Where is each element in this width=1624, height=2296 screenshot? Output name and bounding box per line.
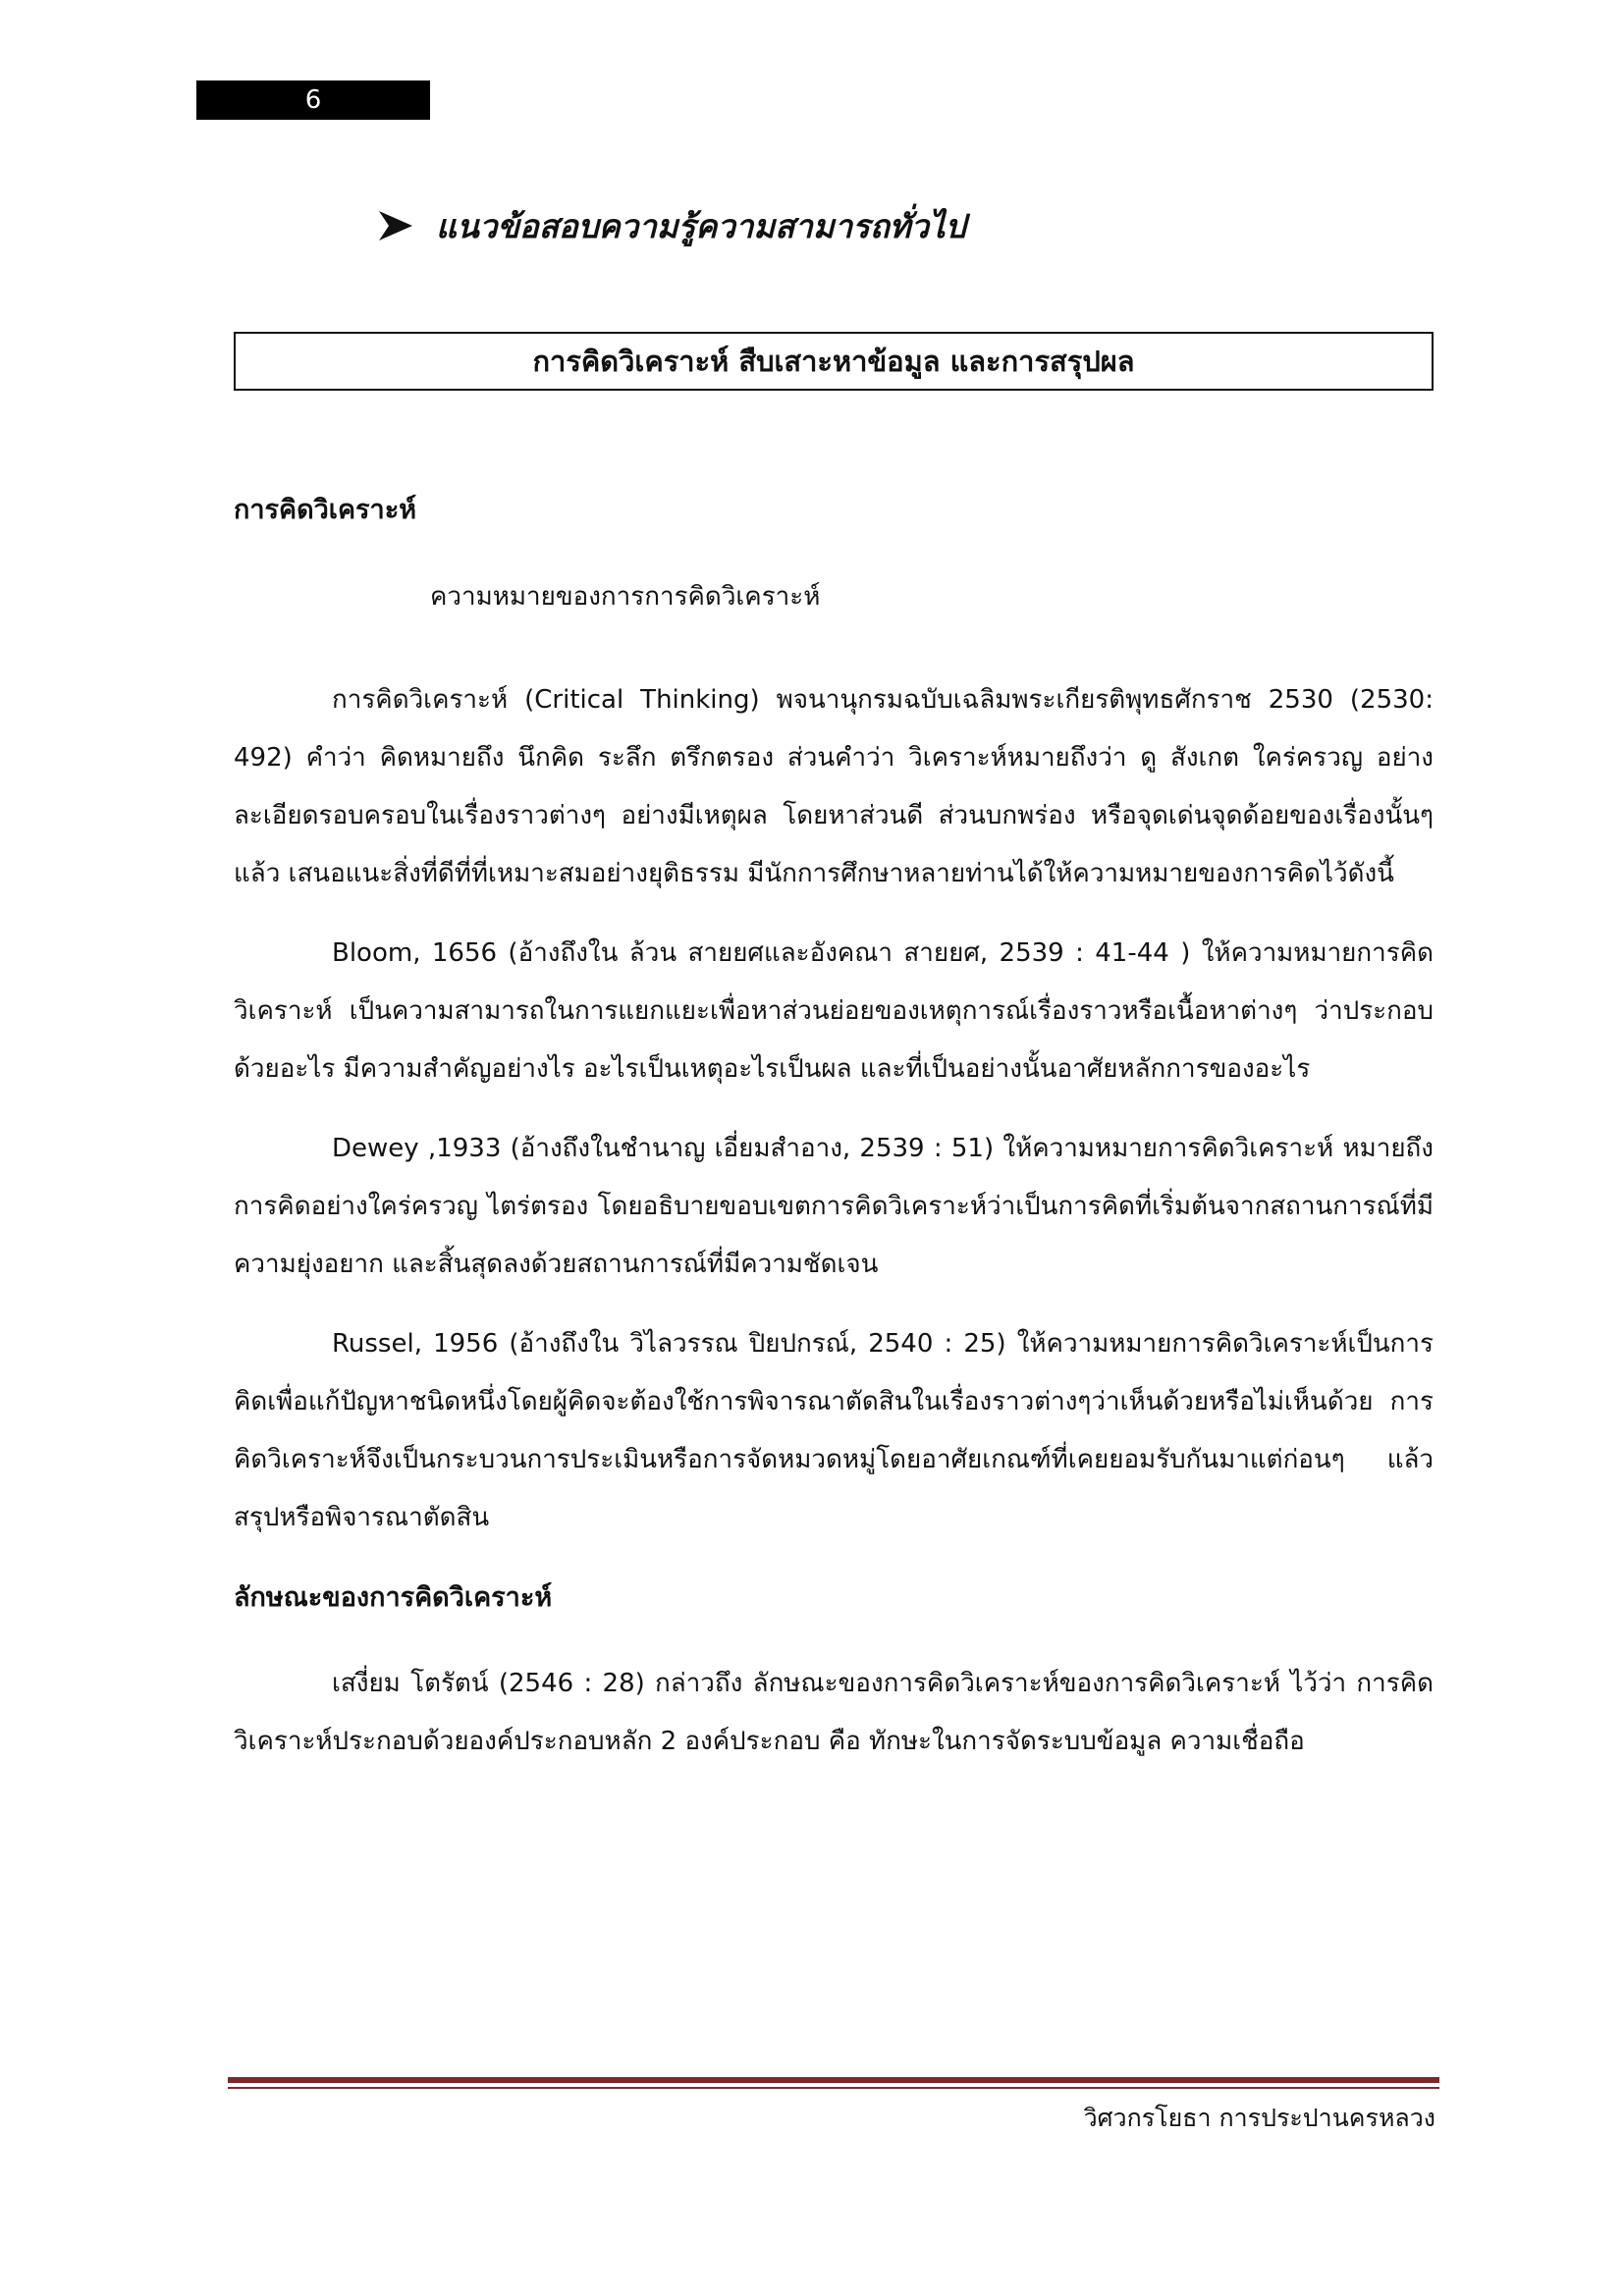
paragraph: Russel, 1956 (อ้างถึงใน วิไลวรรณ ปิยปกรณ์, 2540 : 25) ให้ความหมายการคิดวิเคราะห์เป็นการคิดเพื่อแก้ปัญหาชนิดหนึ่งโดยผู้คิดจะต้องใช้การพิจารณาตัดสินในเรื่องราวต่างๆว่าเห็นด้วยหรือไม่เห็นด้วย การคิดวิเคราะห์จึงเป็นกระบวนการประเมินหรือการจัดหมวดหมู่โดยอาศัยเกณฑ์ที่เคยยอมรับกันมาแต่ก่อนๆ แล้วสรุปหรือพิจารณาตัดสิน [234, 1329, 1434, 1532]
footer-rule-thin [228, 2087, 1439, 2089]
page-number-bar [196, 80, 430, 120]
subheading-definition: ความหมายของการการคิดวิเคราะห์ [430, 582, 821, 612]
footer-rule [228, 2077, 1439, 2083]
paragraph: Bloom, 1656 (อ้างถึงใน ล้วน สายยศและอังคณา สายยศ, 2539 : 41-44 ) ให้ความหมายการคิดวิเคราะห์ เป็นความสามารถในการแยกแยะเพื่อหาส่วนย่อยของเหตุการณ์เรื่องราวหรือเนื้อหาต่างๆ ว่าประกอบด้วยอะไร มีความสำคัญอย่างไร อะไรเป็นเหตุอะไรเป็นผล และที่เป็นอย่างนั้นอาศัยหลักการของอะไร [234, 938, 1434, 1084]
paragraph: Dewey ,1933 (อ้างถึงในชำนาญ เอี่ยมสำอาง, 2539 : 51) ให้ความหมายการคิดวิเคราะห์ หมายถึง การคิดอย่างใคร่ครวญ ไตร่ตรอง โดยอธิบายขอบเขตการคิดวิเคราะห์ว่าเป็นการคิดที่เริ่มต้นจากสถานการณ์ที่มีความยุ่งอยาก และสิ้นสุดลงด้วยสถานการณ์ที่มีความชัดเจน [234, 1134, 1434, 1279]
section-heading [377, 196, 966, 255]
heading-critical-thinking: การคิดวิเคราะห์ [234, 495, 417, 525]
paragraph: เสงี่ยม โตรัตน์ (2546 : 28) กล่าวถึง ลักษณะของการคิดวิเคราะห์ของการคิดวิเคราะห์ ไว้ว่า การคิดวิเคราะห์ประกอบด้วยองค์ประกอบหลัก 2 องค์ประกอบ คือ ทักษะในการจัดระบบข้อมูล ความเชื่อถือ [234, 1669, 1434, 1756]
document-body [234, 481, 1434, 1792]
paragraph: การคิดวิเคราะห์ (Critical Thinking) พจนานุกรมฉบับเฉลิมพระเกียรติพุทธศักราช 2530 (2530: 492) คำว่า คิดหมายถึง นึกคิด ระลึก ตรึกตรอง ส่วนคำว่า วิเคราะห์หมายถึงว่า ดู สังเกต ใคร่ครวญ อย่างละเอียดรอบครอบในเรื่องราวต่างๆ อย่างมีเหตุผล โดยหาส่วนดี ส่วนบกพร่อง หรือจุดเด่นจุดด้อยของเรื่องนั้นๆ แล้ว เสนอแนะสิ่งที่ดีที่ที่เหมาะสมอย่างยุติธรรม มีนักการศึกษาหลายท่านได้ให้ความหมายของการคิดไว้ดังนี้ [234, 685, 1434, 888]
page-number: 6 [304, 85, 322, 115]
arrow-bullet-icon [377, 209, 414, 242]
title-box: การคิดวิเคราะห์ สืบเสาะหาข้อมูล และการสรุปผล [234, 332, 1434, 391]
section-heading-text: แนวข้อสอบความรู้ความสามารถทั่วไป [436, 206, 966, 245]
footer-text: วิศวกรโยธา การประปานครหลวง [1083, 2104, 1435, 2132]
heading-characteristics: ลักษณะของการคิดวิเคราะห์ [234, 1582, 553, 1613]
